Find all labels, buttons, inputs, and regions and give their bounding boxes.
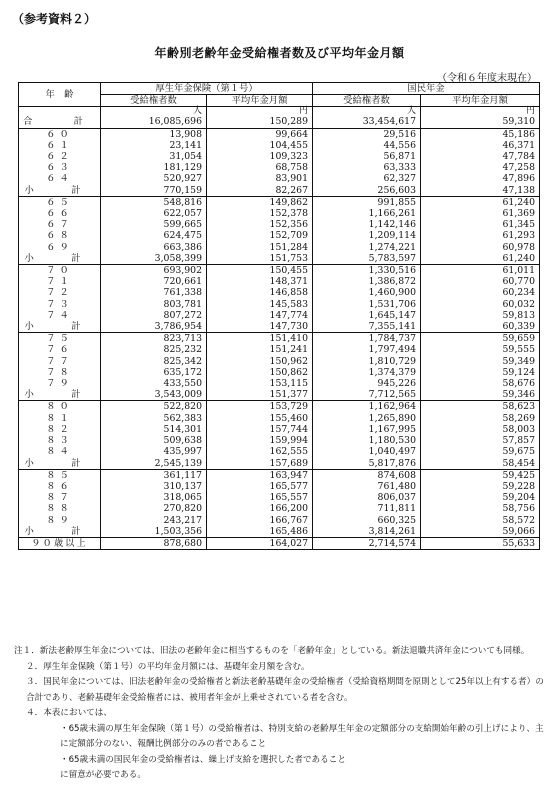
- kokumin-avg-cell: 59,346: [421, 389, 540, 401]
- kokumin-avg-cell: 59,310: [421, 116, 540, 128]
- kokumin-avg-cell: 47,138: [421, 185, 540, 197]
- kokumin-recipients-cell: 761,480: [313, 481, 421, 492]
- kokumin-recipients-cell: 1,645,147: [313, 310, 421, 321]
- kokumin-recipients-cell: 1,040,497: [313, 446, 421, 457]
- unit-yen: 円: [421, 107, 540, 117]
- kosei-avg-header: 平均年金月額: [207, 95, 313, 107]
- pension-table: [18, 82, 540, 550]
- kosei-recipients-cell: 807,272: [101, 310, 207, 321]
- subtotal-row: [19, 389, 540, 401]
- age-cell: ７０: [19, 265, 101, 277]
- age-cell: ７７: [19, 356, 101, 367]
- kokumin-recipients-cell: 29,516: [313, 128, 421, 140]
- age-cell: ９０歳以上: [19, 537, 101, 549]
- age-cell: ７６: [19, 344, 101, 355]
- kosei-recipients-cell: 13,908: [101, 128, 207, 140]
- kosei-recipients-cell: 720,661: [101, 276, 207, 287]
- kosei-recipients-cell: 514,301: [101, 424, 207, 435]
- kosei-recipients-cell: 803,781: [101, 299, 207, 310]
- kokumin-recipients-cell: 991,855: [313, 196, 421, 208]
- kosei-avg-cell: 150,862: [207, 367, 313, 378]
- kosei-recipients-cell: 693,902: [101, 265, 207, 277]
- kokumin-avg-cell: 47,896: [421, 173, 540, 184]
- kokumin-recipients-cell: 62,327: [313, 173, 421, 184]
- kokumin-avg-cell: 61,293: [421, 230, 540, 241]
- age-cell: ６９: [19, 242, 101, 253]
- age-cell: ７２: [19, 287, 101, 298]
- kosei-recipients-cell: 318,065: [101, 492, 207, 503]
- kokumin-avg-cell: 58,003: [421, 424, 540, 435]
- age-cell: ８７: [19, 492, 101, 503]
- kosei-avg-cell: 99,664: [207, 128, 313, 140]
- age-cell: 合 計: [19, 116, 101, 128]
- table-row: [19, 424, 540, 435]
- kosei-avg-cell: 165,577: [207, 481, 313, 492]
- kosei-recipients-cell: 270,820: [101, 503, 207, 514]
- age-cell: ６１: [19, 140, 101, 151]
- kokumin-recipients-cell: 1,460,900: [313, 287, 421, 298]
- table-row: [19, 378, 540, 389]
- age-cell: ８０: [19, 401, 101, 413]
- kokumin-avg-cell: 61,345: [421, 219, 540, 230]
- kokumin-recipients-cell: 1,330,516: [313, 265, 421, 277]
- table-row: [19, 128, 540, 140]
- table-row: [19, 151, 540, 162]
- table-row: [19, 469, 540, 481]
- kosei-avg-cell: 109,323: [207, 151, 313, 162]
- kosei-recipients-cell: 243,217: [101, 515, 207, 526]
- unit-row: [19, 107, 540, 117]
- kokumin-recipients-cell: 1,784,737: [313, 333, 421, 345]
- table-row: [19, 208, 540, 219]
- kosei-recipients-cell: 635,172: [101, 367, 207, 378]
- kokumin-header: 国民年金: [313, 83, 540, 95]
- kokumin-recipients-cell: 874,608: [313, 469, 421, 481]
- age-cell: ８８: [19, 503, 101, 514]
- kokumin-avg-cell: 59,425: [421, 469, 540, 481]
- age-cell: ８５: [19, 469, 101, 481]
- kokumin-avg-cell: 59,228: [421, 481, 540, 492]
- kokumin-recipients-cell: 1,810,729: [313, 356, 421, 367]
- kokumin-avg-cell: 58,454: [421, 458, 540, 470]
- age-cell: ６４: [19, 173, 101, 184]
- kokumin-recipients-cell: 1,386,872: [313, 276, 421, 287]
- kosei-avg-cell: 157,744: [207, 424, 313, 435]
- kosei-avg-cell: 82,267: [207, 185, 313, 197]
- age-cell: ７５: [19, 333, 101, 345]
- kosei-avg-cell: 157,689: [207, 458, 313, 470]
- kokumin-recipients-cell: 1,162,964: [313, 401, 421, 413]
- kokumin-recipients-cell: 5,783,597: [313, 253, 421, 265]
- unit-person: 人: [101, 107, 207, 117]
- kosei-recipients-cell: 509,638: [101, 435, 207, 446]
- kokumin-avg-cell: 61,240: [421, 253, 540, 265]
- kokumin-avg-cell: 59,675: [421, 446, 540, 457]
- kokumin-avg-cell: 58,623: [421, 401, 540, 413]
- subtotal-row: [19, 458, 540, 470]
- table-row: [19, 435, 540, 446]
- table-row: [19, 515, 540, 526]
- kosei-avg-cell: 152,356: [207, 219, 313, 230]
- kosei-recipients-cell: 310,137: [101, 481, 207, 492]
- table-row: [19, 230, 540, 241]
- kokumin-recipients-cell: 1,374,379: [313, 367, 421, 378]
- table-row: [19, 492, 540, 503]
- age-cell: ６６: [19, 208, 101, 219]
- age-cell: ８１: [19, 413, 101, 424]
- kokumin-recipients-cell: 3,814,261: [313, 526, 421, 538]
- kokumin-avg-cell: 58,676: [421, 378, 540, 389]
- kosei-avg-cell: 145,583: [207, 299, 313, 310]
- table-row: [19, 162, 540, 173]
- kosei-avg-cell: 153,729: [207, 401, 313, 413]
- kokumin-recipients-cell: 5,817,876: [313, 458, 421, 470]
- total-row: [19, 116, 540, 128]
- kokumin-avg-cell: 59,813: [421, 310, 540, 321]
- age-cell: ７３: [19, 299, 101, 310]
- kokumin-avg-cell: 55,633: [421, 537, 540, 549]
- age-cell: ６７: [19, 219, 101, 230]
- kokumin-recipients-cell: 256,603: [313, 185, 421, 197]
- age-cell: ８４: [19, 446, 101, 457]
- kokumin-avg-cell: 58,756: [421, 503, 540, 514]
- age-cell: 小 計: [19, 185, 101, 197]
- table-row: [19, 310, 540, 321]
- kokumin-avg-cell: 59,555: [421, 344, 540, 355]
- subtotal-row: [19, 253, 540, 265]
- note-line: ２．厚生年金保険（第１号）の平均年金月額には、基礎年金月額を含む。: [26, 661, 310, 672]
- kosei-avg-cell: 155,460: [207, 413, 313, 424]
- kokumin-avg-cell: 58,572: [421, 515, 540, 526]
- kosei-recipients-cell: 599,665: [101, 219, 207, 230]
- age-cell: ６８: [19, 230, 101, 241]
- table-row: [19, 242, 540, 253]
- age-cell: ６２: [19, 151, 101, 162]
- kosei-recipients-cell: 23,141: [101, 140, 207, 151]
- kokumin-recipients-cell: 44,556: [313, 140, 421, 151]
- kosei-recipients-cell: 622,057: [101, 208, 207, 219]
- kokumin-avg-cell: 59,659: [421, 333, 540, 345]
- kokumin-recipients-cell: 1,209,114: [313, 230, 421, 241]
- note-line: に留意が必要である。: [60, 770, 146, 780]
- age-cell: ６５: [19, 196, 101, 208]
- kosei-recipients-cell: 761,338: [101, 287, 207, 298]
- kosei-avg-cell: 151,284: [207, 242, 313, 253]
- unit-yen: 円: [207, 107, 313, 117]
- kokumin-recipients-cell: 1,167,995: [313, 424, 421, 435]
- table-row: [19, 299, 540, 310]
- age-cell: ８６: [19, 481, 101, 492]
- kokumin-recipients-cell: 945,226: [313, 378, 421, 389]
- kokumin-avg-cell: 47,784: [421, 151, 540, 162]
- kosei-recipients-cell: 435,997: [101, 446, 207, 457]
- table-row: [19, 219, 540, 230]
- kosei-recipients-cell: 181,129: [101, 162, 207, 173]
- kosei-avg-cell: 165,557: [207, 492, 313, 503]
- kosei-recipients-cell: 16,085,696: [101, 116, 207, 128]
- age-cell: 小 計: [19, 458, 101, 470]
- kosei-avg-cell: 83,901: [207, 173, 313, 184]
- table-row: [19, 537, 540, 549]
- kokumin-avg-header: 平均年金月額: [421, 95, 540, 107]
- kokumin-avg-cell: 46,371: [421, 140, 540, 151]
- note-line: ・65歳未満の国民年金の受給権者は、繰上げ支給を選択した者であること: [60, 754, 346, 765]
- kosei-avg-cell: 166,200: [207, 503, 313, 514]
- age-cell: ７４: [19, 310, 101, 321]
- kokumin-avg-cell: 47,258: [421, 162, 540, 173]
- kokumin-avg-cell: 60,978: [421, 242, 540, 253]
- kokumin-recipients-cell: 1,180,530: [313, 435, 421, 446]
- kokumin-avg-cell: 58,269: [421, 413, 540, 424]
- kosei-recipients-cell: 878,680: [101, 537, 207, 549]
- table-row: [19, 367, 540, 378]
- kosei-recipients-cell: 31,054: [101, 151, 207, 162]
- kosei-recipients-cell: 433,550: [101, 378, 207, 389]
- note-line: 注１．新法老齢厚生年金については、旧法の老齢年金に相当するものを「老齢年金」としている。新法退職共済年金についても同様。: [14, 646, 530, 656]
- kokumin-recipients-cell: 711,811: [313, 503, 421, 514]
- kosei-avg-cell: 151,753: [207, 253, 313, 265]
- table-row: [19, 333, 540, 345]
- kosei-header: 厚生年金保険（第１号）: [101, 83, 313, 95]
- age-header: 年 齢: [19, 83, 101, 107]
- kokumin-recipients-cell: 2,714,574: [313, 537, 421, 549]
- kosei-recipients-cell: 770,159: [101, 185, 207, 197]
- age-cell: ７８: [19, 367, 101, 378]
- notes-section: [14, 644, 544, 784]
- age-cell: ８３: [19, 435, 101, 446]
- kosei-avg-cell: 153,115: [207, 378, 313, 389]
- kosei-recipients-cell: 823,713: [101, 333, 207, 345]
- kosei-avg-cell: 147,730: [207, 321, 313, 333]
- kokumin-avg-cell: 60,339: [421, 321, 540, 333]
- table-row: [19, 276, 540, 287]
- kokumin-recipients-cell: 806,037: [313, 492, 421, 503]
- subtotal-row: [19, 321, 540, 333]
- page-title: 年齢別老齢年金受給権者数及び平均年金月額: [154, 46, 405, 60]
- kokumin-recipients-cell: 1,531,706: [313, 299, 421, 310]
- kokumin-recipients-cell: 33,454,617: [313, 116, 421, 128]
- kosei-recipients-cell: 2,545,139: [101, 458, 207, 470]
- kokumin-avg-cell: 61,369: [421, 208, 540, 219]
- kokumin-recipients-cell: 1,797,494: [313, 344, 421, 355]
- kokumin-recipients-header: 受給権者数: [313, 95, 421, 107]
- table-row: [19, 356, 540, 367]
- kosei-recipients-cell: 825,342: [101, 356, 207, 367]
- unit-person: 人: [313, 107, 421, 117]
- kosei-avg-cell: 104,455: [207, 140, 313, 151]
- age-cell: ７９: [19, 378, 101, 389]
- age-cell: ６０: [19, 128, 101, 140]
- kosei-avg-cell: 163,947: [207, 469, 313, 481]
- kokumin-avg-cell: 60,234: [421, 287, 540, 298]
- kokumin-avg-cell: 59,066: [421, 526, 540, 538]
- kokumin-recipients-cell: 56,871: [313, 151, 421, 162]
- kokumin-recipients-cell: 660,325: [313, 515, 421, 526]
- kosei-avg-cell: 165,486: [207, 526, 313, 538]
- table-row: [19, 140, 540, 151]
- kosei-recipients-cell: 624,475: [101, 230, 207, 241]
- kokumin-avg-cell: 59,204: [421, 492, 540, 503]
- kosei-recipients-cell: 562,383: [101, 413, 207, 424]
- kosei-avg-cell: 151,410: [207, 333, 313, 345]
- kosei-avg-cell: 164,027: [207, 537, 313, 549]
- age-cell: ８９: [19, 515, 101, 526]
- age-cell: 小 計: [19, 321, 101, 333]
- kosei-avg-cell: 151,377: [207, 389, 313, 401]
- kokumin-recipients-cell: 7,355,141: [313, 321, 421, 333]
- age-cell: 小 計: [19, 253, 101, 265]
- kokumin-avg-cell: 61,240: [421, 196, 540, 208]
- table-row: [19, 481, 540, 492]
- note-line: ４．本表においては、: [26, 708, 112, 718]
- kokumin-recipients-cell: 63,333: [313, 162, 421, 173]
- table-row: [19, 196, 540, 208]
- kosei-recipients-cell: 3,543,009: [101, 389, 207, 401]
- table-row: [19, 344, 540, 355]
- table-row: [19, 265, 540, 277]
- kosei-avg-cell: 159,994: [207, 435, 313, 446]
- kosei-recipients-cell: 1,503,356: [101, 526, 207, 538]
- kokumin-recipients-cell: 7,712,565: [313, 389, 421, 401]
- kosei-recipients-cell: 3,058,399: [101, 253, 207, 265]
- kosei-avg-cell: 150,455: [207, 265, 313, 277]
- table-row: [19, 173, 540, 184]
- kosei-avg-cell: 151,241: [207, 344, 313, 355]
- table-row: [19, 413, 540, 424]
- kosei-recipients-cell: 825,232: [101, 344, 207, 355]
- note-line: ・65歳未満の厚生年金保険（第１号）の受給権者は、特別支給の老齢厚生年金の定額部分の支給開始年齢の引上げにより、主に定額部分のない、報酬比例部分のみの者であること: [60, 723, 544, 749]
- kokumin-avg-cell: 59,349: [421, 356, 540, 367]
- kosei-avg-cell: 148,371: [207, 276, 313, 287]
- kosei-recipients-cell: 520,927: [101, 173, 207, 184]
- kokumin-recipients-cell: 1,142,146: [313, 219, 421, 230]
- reference-label: （参考資料２）: [12, 12, 97, 26]
- subtotal-row: [19, 185, 540, 197]
- subtotal-row: [19, 526, 540, 538]
- kosei-avg-cell: 150,289: [207, 116, 313, 128]
- kosei-avg-cell: 147,774: [207, 310, 313, 321]
- kosei-avg-cell: 152,378: [207, 208, 313, 219]
- kokumin-recipients-cell: 1,274,221: [313, 242, 421, 253]
- kosei-avg-cell: 152,709: [207, 230, 313, 241]
- kosei-avg-cell: 68,758: [207, 162, 313, 173]
- age-cell: ７１: [19, 276, 101, 287]
- kosei-recipients-cell: 522,820: [101, 401, 207, 413]
- kokumin-avg-cell: 59,124: [421, 367, 540, 378]
- kosei-recipients-cell: 3,786,954: [101, 321, 207, 333]
- note-line: ３．国民年金については、旧法老齢年金の受給権者と新法老齢基礎年金の受給権者（受給資格期間を原則として25年以上有する者）の合計であり、老齢基礎年金受給権者には、被用者年金が上乗せされている者を含む。: [26, 677, 544, 703]
- kosei-avg-cell: 146,858: [207, 287, 313, 298]
- kokumin-avg-cell: 45,186: [421, 128, 540, 140]
- kosei-avg-cell: 166,767: [207, 515, 313, 526]
- kosei-avg-cell: 162,555: [207, 446, 313, 457]
- age-cell: ６３: [19, 162, 101, 173]
- kokumin-recipients-cell: 1,265,890: [313, 413, 421, 424]
- kosei-recipients-cell: 548,816: [101, 196, 207, 208]
- table-row: [19, 287, 540, 298]
- age-cell: ８２: [19, 424, 101, 435]
- kokumin-avg-cell: 57,857: [421, 435, 540, 446]
- kosei-recipients-cell: 663,386: [101, 242, 207, 253]
- kosei-avg-cell: 150,962: [207, 356, 313, 367]
- table-row: [19, 446, 540, 457]
- as-of-date: （令和６年度末現在）: [437, 73, 537, 84]
- kokumin-avg-cell: 60,032: [421, 299, 540, 310]
- table-row: [19, 503, 540, 514]
- kokumin-avg-cell: 60,770: [421, 276, 540, 287]
- table-row: [19, 401, 540, 413]
- age-cell: 小 計: [19, 389, 101, 401]
- kokumin-avg-cell: 61,011: [421, 265, 540, 277]
- kokumin-recipients-cell: 1,166,261: [313, 208, 421, 219]
- kosei-recipients-cell: 361,117: [101, 469, 207, 481]
- kosei-avg-cell: 149,862: [207, 196, 313, 208]
- kosei-recipients-header: 受給権者数: [101, 95, 207, 107]
- age-cell: 小 計: [19, 526, 101, 538]
